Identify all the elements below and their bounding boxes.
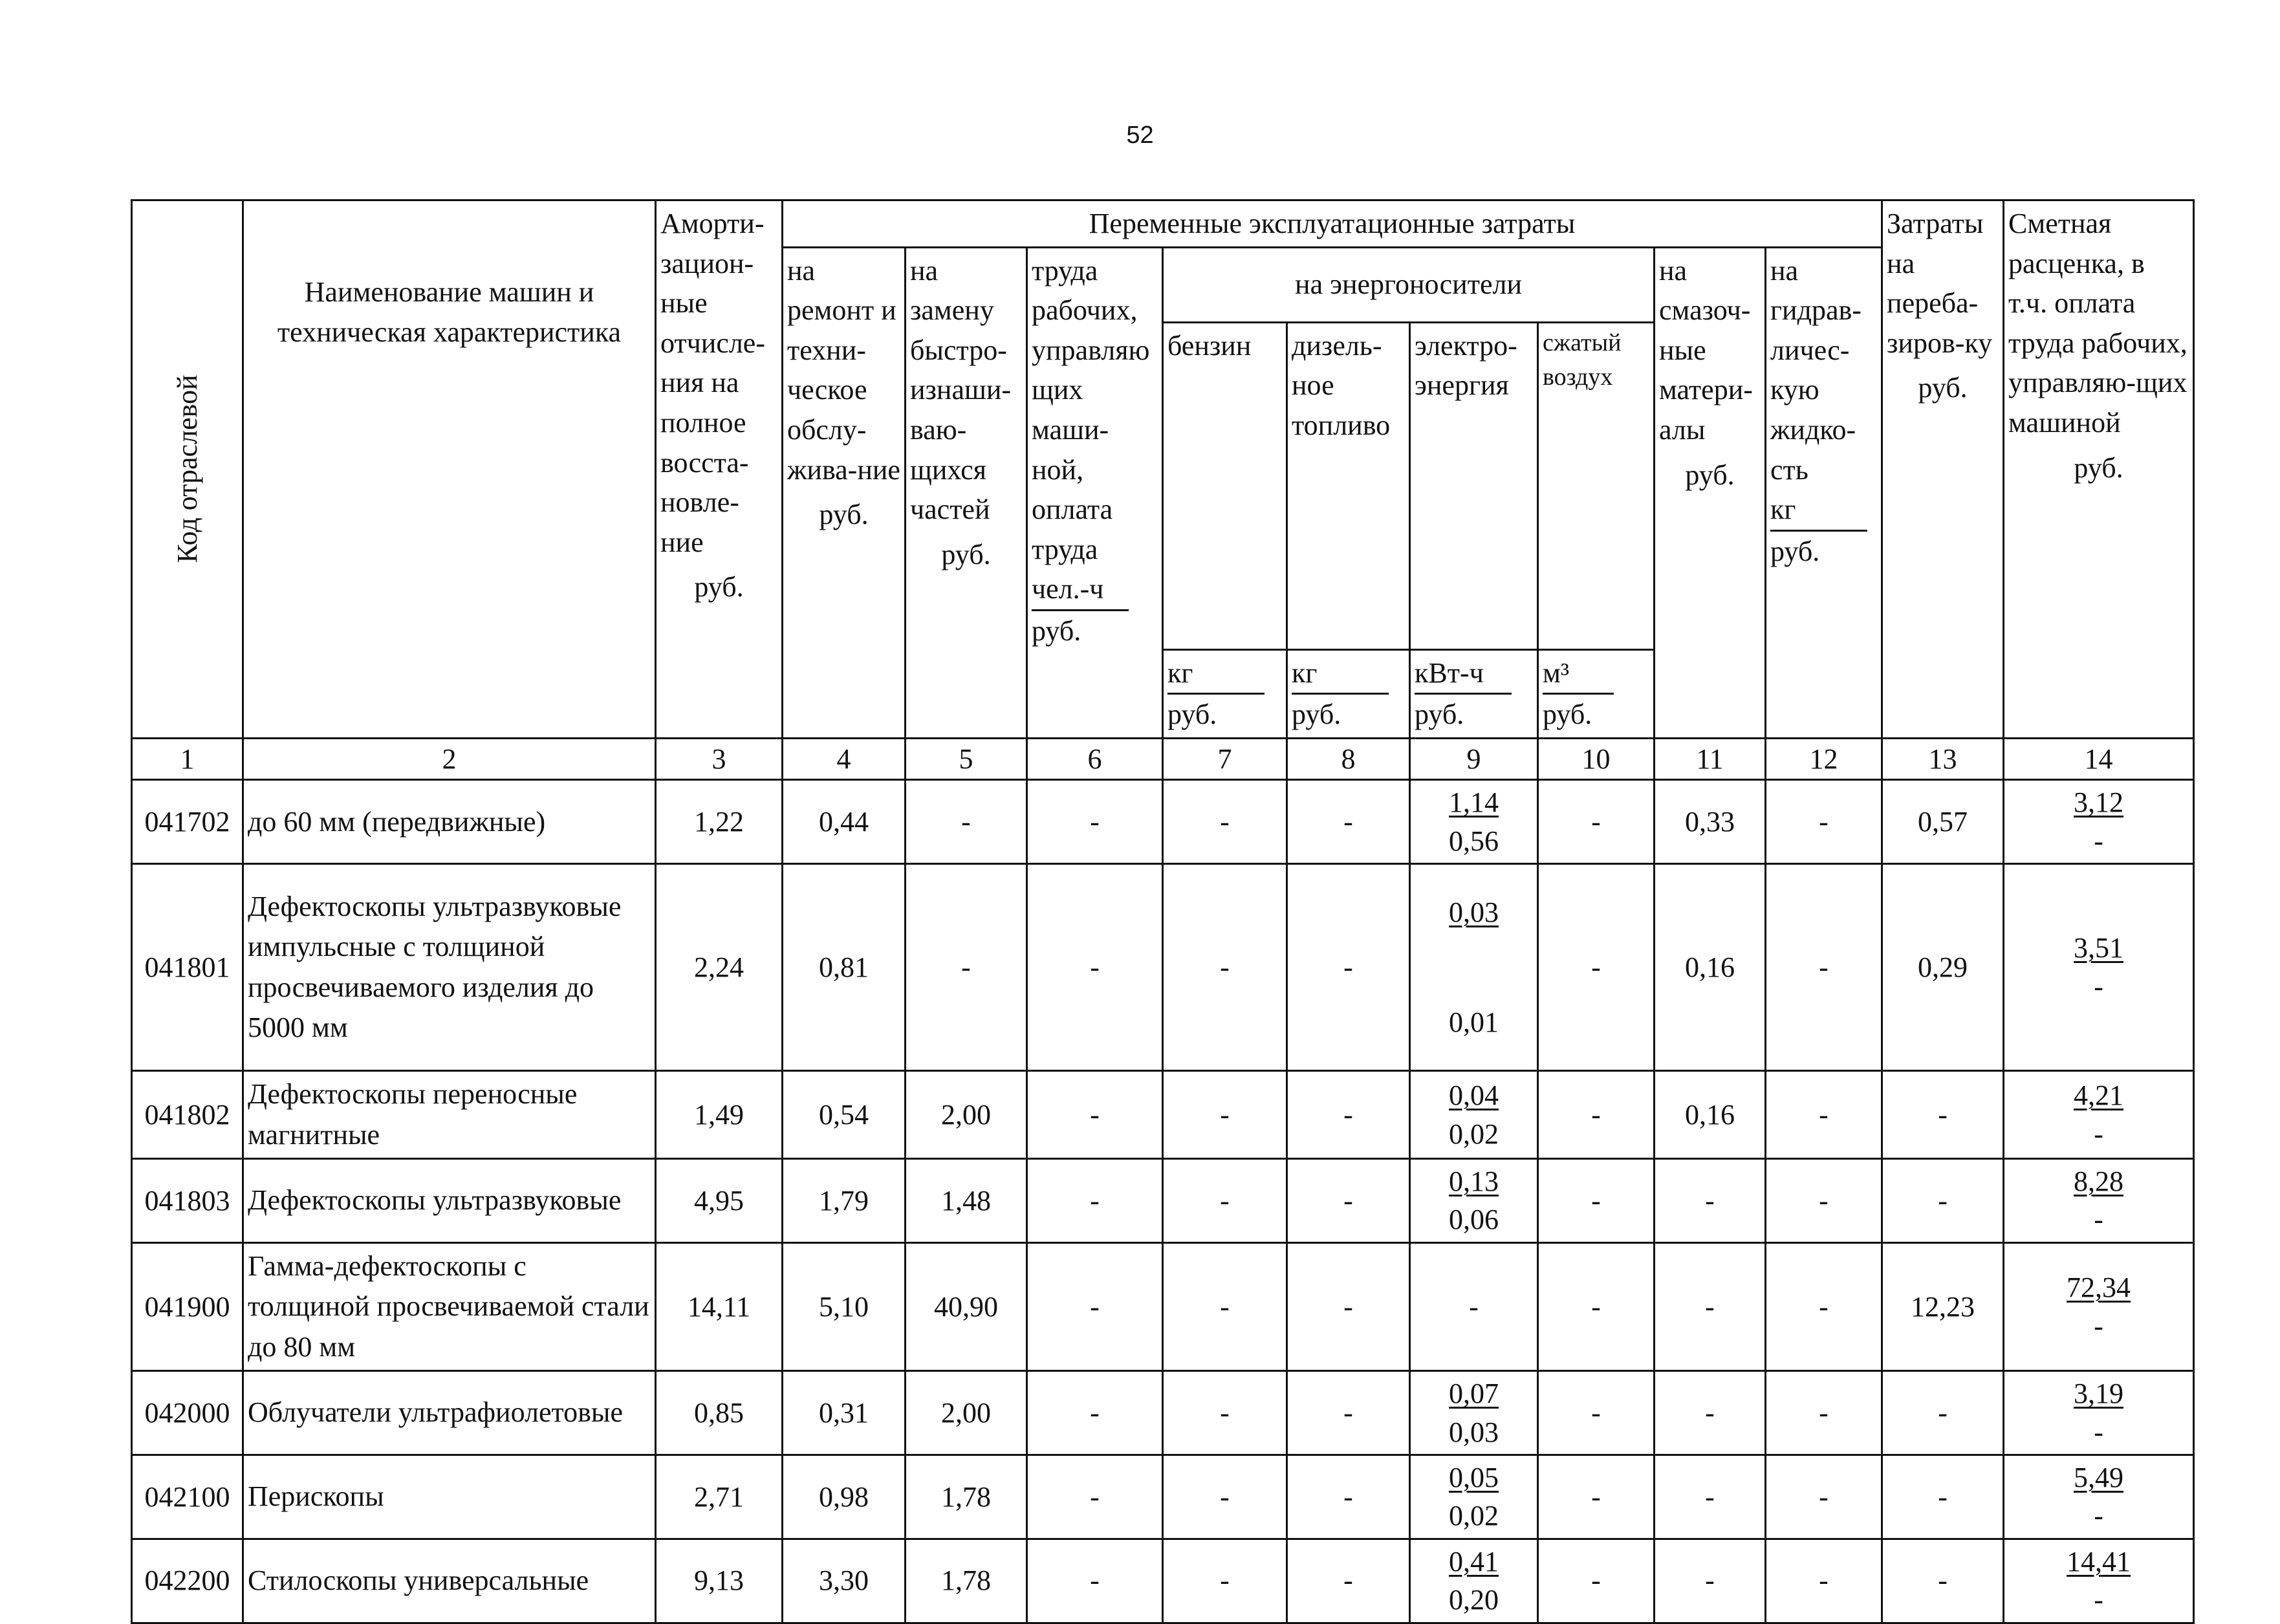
row-estimate: 5,49 - [2004, 1455, 2194, 1539]
column-number: 8 [1287, 738, 1410, 780]
row-repair: 3,30 [783, 1539, 906, 1623]
row-diesel: - [1287, 1071, 1410, 1159]
row-estimate: 3,12 - [2004, 780, 2194, 864]
column-number: 3 [656, 738, 783, 780]
row-relocation: 0,29 [1882, 864, 2004, 1071]
row-labor: - [1027, 864, 1163, 1071]
row-repair: 0,98 [783, 1455, 906, 1539]
row-estimate: 8,28 - [2004, 1159, 2194, 1243]
row-estimate: 3,19 - [2004, 1371, 2194, 1455]
header-air-unit: м³ руб. [1538, 649, 1655, 738]
row-air: - [1538, 1455, 1655, 1539]
column-number: 14 [2004, 738, 2194, 780]
row-diesel: - [1287, 864, 1410, 1071]
row-electricity: 0,04 0,02 [1410, 1071, 1538, 1159]
table-row [132, 1242, 2194, 1370]
machine-price-table [131, 199, 2195, 1624]
row-air: - [1538, 1371, 1655, 1455]
row-diesel: - [1287, 1371, 1410, 1455]
row-repair: 0,31 [783, 1371, 906, 1455]
table-row [132, 1539, 2194, 1623]
column-number: 7 [1163, 738, 1287, 780]
row-hydraulic: - [1766, 1455, 1882, 1539]
row-repair: 0,81 [783, 864, 906, 1071]
row-code: 041802 [132, 1071, 243, 1159]
row-depreciation: 1,22 [656, 780, 783, 864]
row-labor: - [1027, 780, 1163, 864]
row-code: 041702 [132, 780, 243, 864]
row-petrol: - [1163, 1455, 1287, 1539]
header-electricity-unit: кВт-ч руб. [1410, 649, 1538, 738]
row-petrol: - [1163, 1071, 1287, 1159]
row-replace: 1,78 [906, 1539, 1027, 1623]
row-lubricants: - [1655, 1539, 1766, 1623]
row-petrol: - [1163, 1371, 1287, 1455]
row-depreciation: 0,85 [656, 1371, 783, 1455]
row-lubricants: - [1655, 1242, 1766, 1370]
row-name: Перископы [243, 1455, 656, 1539]
row-air: - [1538, 1242, 1655, 1370]
row-name: до 60 мм (передвижные) [243, 780, 656, 864]
column-numbers-row [132, 738, 2194, 780]
row-petrol: - [1163, 1159, 1287, 1243]
row-diesel: - [1287, 1455, 1410, 1539]
header-depreciation: Аморти-зацион-ные отчисле-ния на полное восста-новле-ние руб. [656, 200, 783, 739]
table-row [132, 780, 2194, 864]
row-name: Облучатели ультрафиолетовые [243, 1371, 656, 1455]
header-diesel: дизель-ное топливо [1287, 322, 1410, 649]
row-labor: - [1027, 1539, 1163, 1623]
row-lubricants: - [1655, 1455, 1766, 1539]
row-lubricants: - [1655, 1371, 1766, 1455]
row-diesel: - [1287, 1539, 1410, 1623]
table-row [132, 864, 2194, 1071]
row-estimate: 4,21 - [2004, 1071, 2194, 1159]
row-name: Гамма-дефектоскопы с толщиной просвечиваемой стали до 80 мм [243, 1242, 656, 1370]
row-estimate: 72,34 - [2004, 1242, 2194, 1370]
header-variable-costs: Переменные эксплуатационные затраты [783, 200, 1882, 248]
row-repair: 0,54 [783, 1071, 906, 1159]
header-name: Наименование машин и техническая характеристика [243, 200, 656, 739]
row-electricity: 0,07 0,03 [1410, 1371, 1538, 1455]
row-electricity: 1,14 0,56 [1410, 780, 1538, 864]
row-diesel: - [1287, 780, 1410, 864]
row-replace: 2,00 [906, 1071, 1027, 1159]
row-replace: 1,78 [906, 1455, 1027, 1539]
row-code: 041900 [132, 1242, 243, 1370]
header-estimate: Сметная расценка, в т.ч. оплата труда рабочих, управляю-щих машиной руб. [2004, 200, 2194, 739]
row-code: 041801 [132, 864, 243, 1071]
column-number: 2 [243, 738, 656, 780]
row-petrol: - [1163, 1539, 1287, 1623]
row-hydraulic: - [1766, 864, 1882, 1071]
row-name: Дефектоскопы переносные магнитные [243, 1071, 656, 1159]
row-electricity: 0,13 0,06 [1410, 1159, 1538, 1243]
row-labor: - [1027, 1159, 1163, 1243]
row-name: Дефектоскопы ультразвуковые импульсные с толщиной просвечиваемого изделия до 5000 мм [243, 864, 656, 1071]
row-depreciation: 14,11 [656, 1242, 783, 1370]
column-number: 10 [1538, 738, 1655, 780]
row-repair: 0,44 [783, 780, 906, 864]
row-diesel: - [1287, 1159, 1410, 1243]
header-petrol: бензин [1163, 322, 1287, 649]
row-air: - [1538, 1539, 1655, 1623]
row-relocation: - [1882, 1371, 2004, 1455]
header-row-1 [132, 200, 2194, 248]
row-depreciation: 4,95 [656, 1159, 783, 1243]
row-lubricants: 0,16 [1655, 1071, 1766, 1159]
header-labor: труда рабочих, управляю щих маши-ной, оплата труда чел.-ч руб. [1027, 247, 1163, 738]
row-labor: - [1027, 1455, 1163, 1539]
table-row [132, 1455, 2194, 1539]
row-depreciation: 9,13 [656, 1539, 783, 1623]
row-hydraulic: - [1766, 1242, 1882, 1370]
header-lubricants: на смазоч-ные матери-алы руб. [1655, 247, 1766, 738]
row-relocation: - [1882, 1071, 2004, 1159]
row-hydraulic: - [1766, 1539, 1882, 1623]
table-row [132, 1071, 2194, 1159]
row-relocation: - [1882, 1539, 2004, 1623]
row-petrol: - [1163, 864, 1287, 1071]
column-number: 11 [1655, 738, 1766, 780]
header-energy: на энергоносители [1163, 247, 1655, 322]
header-diesel-unit: кг руб. [1287, 649, 1410, 738]
row-air: - [1538, 1071, 1655, 1159]
row-code: 042000 [132, 1371, 243, 1455]
row-electricity: 0,05 0,02 [1410, 1455, 1538, 1539]
page-number: 52 [1126, 122, 1154, 149]
row-petrol: - [1163, 780, 1287, 864]
row-hydraulic: - [1766, 780, 1882, 864]
header-air: сжатый воздух [1538, 322, 1655, 649]
row-code: 042100 [132, 1455, 243, 1539]
row-electricity: 0,41 0,20 [1410, 1539, 1538, 1623]
row-labor: - [1027, 1242, 1163, 1370]
row-relocation: 0,57 [1882, 780, 2004, 864]
row-electricity: - [1410, 1242, 1538, 1370]
row-code: 041803 [132, 1159, 243, 1243]
row-code: 042200 [132, 1539, 243, 1623]
table-row [132, 1371, 2194, 1455]
row-replace: - [906, 780, 1027, 864]
row-repair: 1,79 [783, 1159, 906, 1243]
row-air: - [1538, 780, 1655, 864]
row-hydraulic: - [1766, 1071, 1882, 1159]
row-relocation: 12,23 [1882, 1242, 2004, 1370]
row-depreciation: 2,71 [656, 1455, 783, 1539]
row-diesel: - [1287, 1242, 1410, 1370]
row-replace: - [906, 864, 1027, 1071]
row-lubricants: 0,33 [1655, 780, 1766, 864]
row-replace: 1,48 [906, 1159, 1027, 1243]
row-relocation: - [1882, 1159, 2004, 1243]
header-relocation: Затраты на переба-зиров-ку руб. [1882, 200, 2004, 739]
row-estimate: 14,41 - [2004, 1539, 2194, 1623]
column-number: 13 [1882, 738, 2004, 780]
column-number: 6 [1027, 738, 1163, 780]
table-row [132, 1159, 2194, 1243]
row-air: - [1538, 864, 1655, 1071]
row-relocation: - [1882, 1455, 2004, 1539]
row-lubricants: - [1655, 1159, 1766, 1243]
column-number: 1 [132, 738, 243, 780]
row-repair: 5,10 [783, 1242, 906, 1370]
row-replace: 40,90 [906, 1242, 1027, 1370]
row-air: - [1538, 1159, 1655, 1243]
header-repair: на ремонт и техни-ческое обслу-жива-ние руб. [783, 247, 906, 738]
row-name: Стилоскопы универсальные [243, 1539, 656, 1623]
header-hydraulic: на гидрав-личес-кую жидко-сть кг руб. [1766, 247, 1882, 738]
column-number: 5 [906, 738, 1027, 780]
row-lubricants: 0,16 [1655, 864, 1766, 1071]
row-hydraulic: - [1766, 1371, 1882, 1455]
header-replace: на замену быстро-изнаши-ваю-щихся частей руб. [906, 247, 1027, 738]
row-labor: - [1027, 1071, 1163, 1159]
column-number: 4 [783, 738, 906, 780]
row-electricity: 0,03 0,01 [1410, 864, 1538, 1071]
column-number: 9 [1410, 738, 1538, 780]
row-replace: 2,00 [906, 1371, 1027, 1455]
row-hydraulic: - [1766, 1159, 1882, 1243]
header-petrol-unit: кг руб. [1163, 649, 1287, 738]
header-electricity: электро-энергия [1410, 322, 1538, 649]
row-labor: - [1027, 1371, 1163, 1455]
row-estimate: 3,51 - [2004, 864, 2194, 1071]
row-name: Дефектоскопы ультразвуковые [243, 1159, 656, 1243]
row-depreciation: 1,49 [656, 1071, 783, 1159]
header-code: Код отраслевой [132, 200, 243, 739]
column-number: 12 [1766, 738, 1882, 780]
row-depreciation: 2,24 [656, 864, 783, 1071]
row-petrol: - [1163, 1242, 1287, 1370]
